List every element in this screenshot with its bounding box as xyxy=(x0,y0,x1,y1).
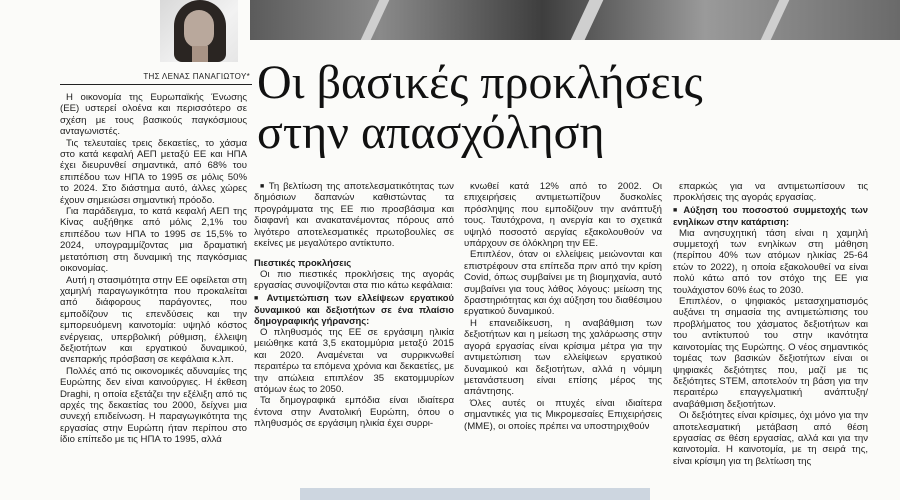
header-photo xyxy=(250,0,900,40)
column-3 xyxy=(464,181,662,432)
paragraph: Επιπλέον, ο ψηφιακός μετασχηματισμός αυξάνει τη σημασία της αντιμετώπισης του προβλήματος του χάσματος δεξιοτήτων και του αντίκτυπού του στην ικανότητα καινοτομίας της Ευρώπης. Ο νέος σημαντικός τομέας των βασικών δεξιοτήτων είναι οι ψηφιακές δεξιότητες που, μαζί με τις δεξιότητες STEM, αποτελούν τη βάση για την περαιτέρω επαγγελματική ανάπτυξη/αναβάθμιση δεξιοτήτων. xyxy=(673,296,868,410)
bullet-paragraph: ■ Τη βελτίωση της αποτελεσματικότητας των δημόσιων δαπανών καθιστώντας τα προγράμματα της ΕΕ πιο προσβάσιμα και διαφανή και ανακατανέμοντας πόρους από λιγότερο αποτελεσματικές πρωτοβουλίες σε εκείνες με μεγαλύτερο αντίκτυπο. xyxy=(254,181,454,249)
paragraph: Πολλές από τις οικονομικές αδυναμίες της Ευρώπης δεν είναι καινούργιες. Η έκθεση Draghi, η οποία εξετάζει την εξέλιξη από τις αρχές της δεκαετίας του 2000, δείχνει μια συνεχή επιδείνωση. Η παραγωγικότητα της εργασίας στην Ευρώπη ήταν περίπου στο ίδιο επίπεδο με τις ΗΠΑ το 1995, αλλά xyxy=(60,365,247,446)
subheading: Πιεστικές προκλήσεις xyxy=(254,257,352,269)
paragraph: Μια ανησυχητική τάση είναι η χαμηλή συμμετοχή των ενηλίκων στη μάθηση (περίπου 40% των ατόμων ηλικίας 25-64 ετών το 2022), η οποία εξακολουθεί να είναι πολύ κάτω από τον στόχο της ΕΕ για τουλάχιστον 60% έως το 2030. xyxy=(673,227,868,296)
paragraph: Επιπλέον, όταν οι ελλείψεις μειώνονται και επιστρέφουν στα επίπεδα πριν από την κρίση Covid, όπως συμβαίνει με τη βιομηχανία, αυτό συμβαίνει για τους λάθος λόγους: μείωση της δραστηριότητας και όχι αύξηση του διαθέσιμου εργατικού δυναμικού. xyxy=(464,249,662,318)
paragraph: Τα δημογραφικά εμπόδια είναι ιδιαίτερα έντονα στην Ανατολική Ευρώπη, όπου ο πληθυσμός σε εργάσιμη ηλικία έχει συρρι- xyxy=(254,395,454,430)
paragraph: Αυτή η στασιμότητα στην ΕΕ οφείλεται στη χαμηλή παραγωγικότητα που προκαλείται από διάφορους παράγοντες, που εμποδίζουν τις επενδύσεις και την εμπορευόμενη καινοτομία: υψηλό κόστος ενέργειας, υπερβολική ρύθμιση, έλλειψη δεξιοτήτων και εργατικού δυναμικού, ανεπαρκής πρόσβαση σε κεφάλαια κ.λπ. xyxy=(60,274,247,366)
paragraph: κνωθεί κατά 12% από το 2002. Οι επιχειρήσεις αντιμετωπίζουν δυσκολίες πρόσληψης που εμποδίζουν την ανάπτυξή τους. Ταυτόχρονα, η ανεργία και το σχετικά υψηλό ποσοστό αεργίας εξακολουθούν να υπάρχουν σε όλόκληρη την ΕΕ. xyxy=(464,181,662,250)
paragraph: Η οικονομία της Ευρωπαϊκής Ένωσης (ΕΕ) υστερεί ολοένα και περισσότερο σε σχέση με τους βασικούς παγκόσμιους ανταγωνιστές. xyxy=(60,92,247,138)
paragraph: Ο πληθυσμός της ΕΕ σε εργάσιμη ηλικία μειώθηκε κατά 3,5 εκατομμύρια μεταξύ 2015 και 2020. Αναμένεται να συρρικνωθεί περαιτέρω τα επόμενα χρόνια και δεκαετίες, με την απώλεια επιπλέον 35 εκατομμυρίων ατόμων έως το 2050. xyxy=(254,326,454,395)
headline-line-1: Οι βασικές προκλήσεις xyxy=(257,56,703,109)
paragraph: Η επανειδίκευση, η αναβάθμιση των δεξιοτήτων και η μείωση της χαλάρωσης στην αγορά εργασίας είναι κρίσιμα μέτρα για την αντιμετώπιση των ελλείψεων εργατικού δυναμικού και δεξιοτήτων, αλλά η νόμιμη μετανάστευση είναι επίσης μέρος της απάντησης. xyxy=(464,317,662,398)
info-box-edge xyxy=(300,488,650,500)
paragraph: Τις τελευταίες τρεις δεκαετίες, το χάσμα στο κατά κεφαλή ΑΕΠ μεταξύ ΕΕ και ΗΠΑ έχει διευρυνθεί σημαντικά, από 68% του επιπέδου των ΗΠΑ το 1995 σε μόλις 50% το 2024. Στο διάστημα αυτό, άλλες χώρες έχουν σημειώσει σημαντική πρόοδο. xyxy=(60,137,247,206)
paragraph: επαρκώς για να αντιμετωπίσουν τις προκλήσεις της αγοράς εργασίας. xyxy=(673,181,868,204)
byline-rule xyxy=(60,84,252,85)
paragraph: Για παράδειγμα, το κατά κεφαλή ΑΕΠ της Κίνας αυξήθηκε από μόλις 2,1% του επιπέδου των ΗΠΑ το 1995 σε 15,5% το 2024, υπογραμμίζοντας μια δραματική μετατόπιση στη δυναμική της παγκόσμιας οικονομίας. xyxy=(60,206,247,275)
author-photo xyxy=(160,0,238,62)
paragraph: Όλες αυτές οι πτυχές είναι ιδιαίτερα σημαντικές για τις Μικρομεσαίες Επιχειρήσεις (ΜΜΕ), οι οποίες πρέπει να υποστηριχθούν xyxy=(464,397,662,432)
bullet-heading: ■ Αντιμετώπιση των ελλείψεων εργατικού δυναμικού και δεξιοτήτων σε ένα πλαίσιο δημογραφικής γήρανσης: xyxy=(254,292,454,327)
paragraph: Οι δεξιότητες είναι κρίσιμες, όχι μόνο για την αποτελεσματική μετάβαση από θέση εργασίας σε θέση εργασίας, αλλά και για την καινοτομία. Η καινοτομία, με τη σειρά της, είναι κρίσιμη για τη βελτίωση της xyxy=(673,410,868,467)
bullet-heading: ■ Αύξηση του ποσοστού συμμετοχής των ενηλίκων στην κατάρτιση: xyxy=(673,204,868,228)
column-1 xyxy=(60,92,247,446)
column-2 xyxy=(254,181,454,430)
column-4 xyxy=(673,181,868,467)
byline: ΤΗΣ ΛΕΝΑΣ ΠΑΝΑΓΙΩΤΟΥ* xyxy=(143,72,250,81)
headline-line-2: στην απασχόληση xyxy=(257,106,605,159)
headline xyxy=(257,58,897,158)
paragraph: Οι πιο πιεστικές προκλήσεις της αγοράς εργασίας συνοψίζονται στα πιο κάτω κεφάλαια: xyxy=(254,268,454,292)
